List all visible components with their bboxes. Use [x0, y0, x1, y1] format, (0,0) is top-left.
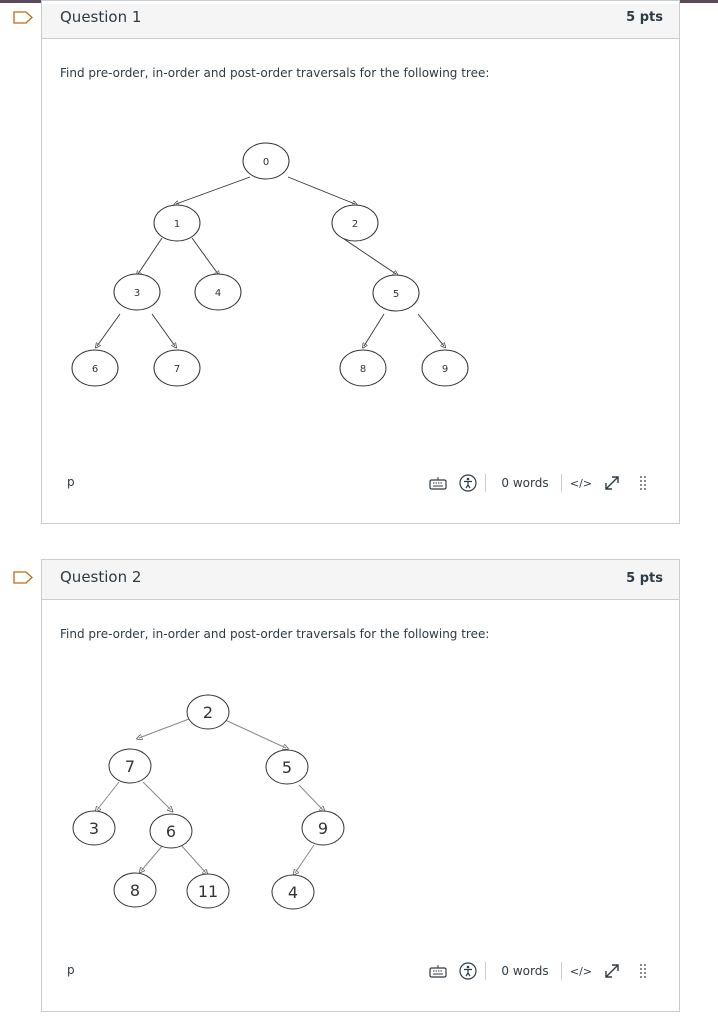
- resize-handle[interactable]: [635, 960, 651, 982]
- resize-handle[interactable]: [635, 472, 651, 494]
- tree-node: [272, 875, 314, 909]
- question-card-1: [41, 0, 680, 524]
- tree-node: [340, 350, 386, 386]
- fullscreen-button[interactable]: [601, 472, 623, 494]
- tree-node: [154, 205, 200, 241]
- html-editor-toggle[interactable]: </>: [569, 476, 593, 490]
- tree-node: [243, 143, 289, 179]
- question-title: Question 2: [60, 568, 142, 586]
- editor-status-bar: [419, 472, 679, 494]
- node-label: 4: [287, 883, 299, 902]
- tree-node: [373, 275, 419, 311]
- tree-diagram-1: [42, 131, 679, 391]
- question-title: Question 1: [60, 8, 142, 26]
- node-label: 5: [281, 758, 293, 777]
- question-card-2: [41, 559, 680, 1012]
- tree-node: [150, 814, 192, 848]
- node-label: 2: [351, 219, 359, 230]
- tree-node: [195, 274, 241, 310]
- editor-status-bar: [419, 960, 679, 982]
- question-prompt: Find pre-order, in-order and post-order traversals for the following tree:: [60, 627, 490, 641]
- word-count: 0 words: [501, 964, 549, 978]
- flag-icon[interactable]: [13, 571, 33, 584]
- node-label: 7: [124, 757, 136, 776]
- tree-node: [154, 350, 200, 386]
- node-label: 1: [173, 219, 181, 230]
- question-points: 5 pts: [626, 571, 663, 586]
- tree-node: [114, 873, 156, 907]
- editor-path[interactable]: p: [67, 963, 75, 977]
- keyboard-icon: [429, 476, 447, 490]
- keyboard-icon: [429, 964, 447, 978]
- tree-node: [422, 350, 468, 386]
- tree-node: [266, 750, 308, 784]
- node-label: 8: [359, 364, 367, 375]
- node-label: 7: [173, 364, 181, 375]
- question-header: [42, 4, 679, 39]
- node-label: 6: [165, 822, 177, 841]
- accessibility-icon: [459, 962, 477, 980]
- question-header: [42, 560, 679, 600]
- fullscreen-icon: [603, 962, 621, 980]
- node-label: 9: [441, 364, 449, 375]
- tree-node: [187, 874, 229, 908]
- editor-path[interactable]: p: [67, 475, 75, 489]
- node-label: 2: [202, 703, 214, 722]
- node-label: 5: [392, 289, 400, 300]
- tree-node: [72, 350, 118, 386]
- question-points: 5 pts: [626, 10, 663, 25]
- flag-icon[interactable]: [13, 11, 33, 24]
- node-label: 6: [91, 364, 99, 375]
- question-prompt: Find pre-order, in-order and post-order traversals for the following tree:: [60, 66, 490, 80]
- node-label: 8: [129, 881, 141, 900]
- fullscreen-button[interactable]: [601, 960, 623, 982]
- accessibility-checker-button[interactable]: [457, 960, 479, 982]
- keyboard-shortcuts-button[interactable]: [427, 472, 449, 494]
- accessibility-icon: [459, 474, 477, 492]
- tree-node: [73, 811, 115, 845]
- tree-node: [114, 274, 160, 310]
- node-label: 9: [317, 819, 329, 838]
- tree-node: [187, 695, 229, 729]
- accessibility-checker-button[interactable]: [457, 472, 479, 494]
- tree-node: [302, 811, 344, 845]
- drag-handle-icon: [639, 474, 647, 492]
- keyboard-shortcuts-button[interactable]: [427, 960, 449, 982]
- fullscreen-icon: [603, 474, 621, 492]
- tree-node: [109, 749, 151, 783]
- node-label: 11: [197, 882, 219, 901]
- node-label: 0: [262, 157, 270, 168]
- node-label: 4: [214, 288, 222, 299]
- node-label: 3: [88, 819, 100, 838]
- tree-diagram-2: [42, 690, 679, 920]
- node-label: 3: [133, 288, 141, 299]
- tree-node: [332, 205, 378, 241]
- html-editor-toggle[interactable]: </>: [569, 964, 593, 978]
- drag-handle-icon: [639, 962, 647, 980]
- word-count: 0 words: [501, 476, 549, 490]
